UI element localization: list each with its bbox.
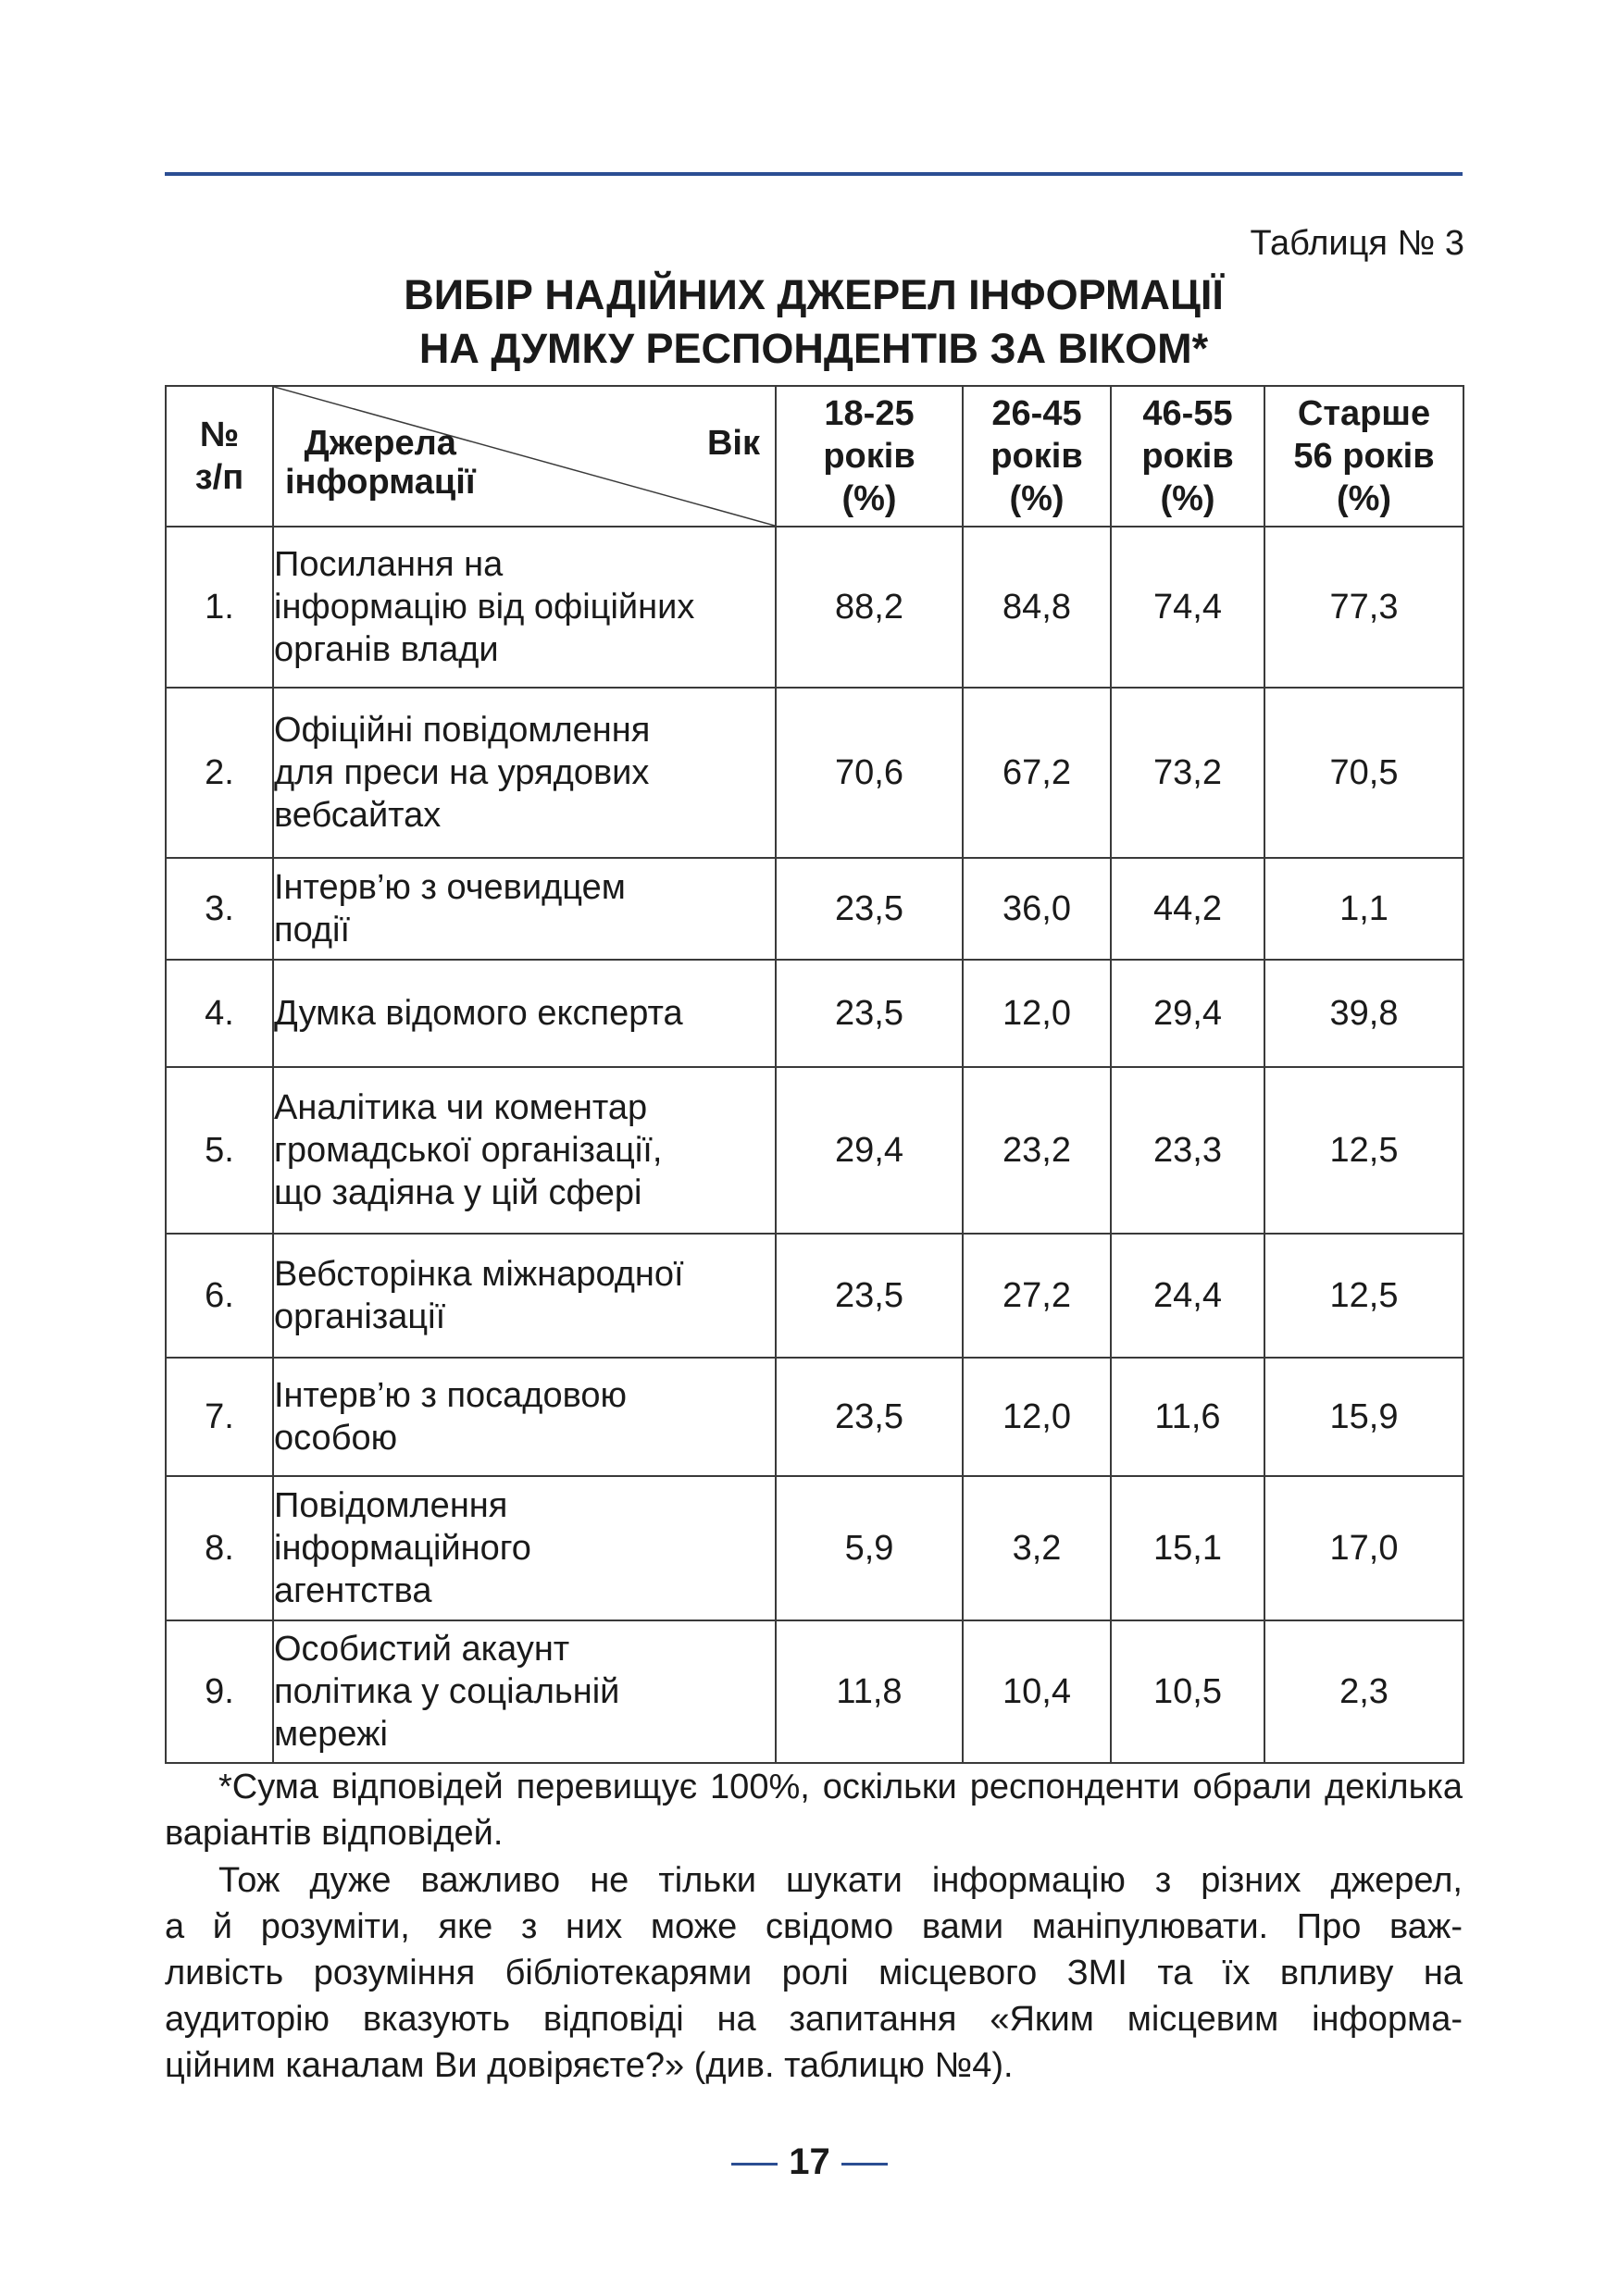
value-cell: 23,5	[776, 858, 963, 960]
table-row	[166, 960, 1463, 1067]
source-line: вебсайтах	[274, 796, 442, 835]
row-number: 4.	[166, 960, 273, 1067]
source-line: для преси на урядових	[274, 753, 650, 792]
source-cell	[273, 1358, 776, 1476]
value-cell: 36,0	[963, 858, 1111, 960]
value-cell: 88,2	[776, 527, 963, 688]
row-number: 6.	[166, 1234, 273, 1358]
header-rule	[165, 172, 1463, 176]
page-number-value: 17	[789, 2141, 830, 2182]
paragraph-line: Тож дуже важливо не тільки шукати інформацію з різних джерел,	[218, 1861, 1463, 1900]
table-row	[166, 527, 1463, 688]
source-line: Аналітика чи коментар	[274, 1088, 648, 1127]
source-line: що задіяна у цій сфері	[274, 1173, 642, 1212]
header-source-age	[273, 386, 776, 527]
title-line-1: ВИБІР НАДІЙНИХ ДЖЕРЕЛ ІНФОРМАЦІЇ	[404, 271, 1224, 318]
source-line: інформацію від офіційних	[274, 588, 695, 627]
row-number: 3.	[166, 858, 273, 960]
table-row	[166, 1067, 1463, 1234]
source-cell	[273, 688, 776, 858]
value-cell: 27,2	[963, 1234, 1111, 1358]
value-cell: 5,9	[776, 1476, 963, 1620]
source-line: Особистий акаунт	[274, 1630, 570, 1669]
paragraph-line: аудиторію вказують відповіді на запитання «Яким місцевим інформа-	[165, 2000, 1463, 2039]
value-cell: 29,4	[1111, 960, 1264, 1067]
value-cell: 11,6	[1111, 1358, 1264, 1476]
table-caption: Таблиця № 3	[1250, 224, 1464, 263]
header-number: № з/п	[166, 386, 273, 527]
source-line: агентства	[274, 1571, 432, 1610]
source-line: інформаційного	[274, 1529, 531, 1568]
header-age-26-45: 26-45 років (%)	[963, 386, 1111, 527]
source-line: Повідомлення	[274, 1486, 508, 1525]
row-number: 7.	[166, 1358, 273, 1476]
source-line: особою	[274, 1419, 398, 1458]
table-body	[166, 527, 1463, 1763]
value-cell: 3,2	[963, 1476, 1111, 1620]
table-row	[166, 1358, 1463, 1476]
table-row	[166, 1234, 1463, 1358]
value-cell: 12,0	[963, 1358, 1111, 1476]
source-line: політика у соціальній	[274, 1672, 620, 1711]
row-number: 5.	[166, 1067, 273, 1234]
value-cell: 70,5	[1264, 688, 1463, 858]
value-cell: 39,8	[1264, 960, 1463, 1067]
value-cell: 10,4	[963, 1620, 1111, 1763]
source-cell	[273, 1476, 776, 1620]
value-cell: 15,9	[1264, 1358, 1463, 1476]
source-line: Інтерв’ю з посадовою	[274, 1376, 628, 1415]
row-number: 2.	[166, 688, 273, 858]
source-line: Офіційні повідомлення	[274, 711, 651, 750]
source-line: громадської організації,	[274, 1131, 663, 1170]
source-line: Інтерв’ю з очевидцем	[274, 868, 626, 907]
paragraph-line: ливість розуміння бібліотекарями ролі місцевого ЗМІ та їх впливу на	[165, 1954, 1463, 1992]
source-cell	[273, 858, 776, 960]
source-cell	[273, 960, 776, 1067]
table-title	[165, 268, 1463, 376]
table-row	[166, 1620, 1463, 1763]
title-line-2: НА ДУМКУ РЕСПОНДЕНТІВ ЗА ВІКОМ*	[418, 325, 1209, 372]
table-row	[166, 858, 1463, 960]
value-cell: 23,2	[963, 1067, 1111, 1234]
table-row	[166, 1476, 1463, 1620]
header-row	[166, 386, 1463, 527]
footnote: *Сума відповідей перевищує 100%, оскільки респонденти обрали декілька варіантів відповідей.	[165, 1768, 1463, 1853]
row-number: 8.	[166, 1476, 273, 1620]
paragraph-line: ційним каналам Ви довіряєте?» (див. таблицю №4).	[165, 2046, 1014, 2085]
value-cell: 17,0	[1264, 1476, 1463, 1620]
value-cell: 12,0	[963, 960, 1111, 1067]
value-cell: 12,5	[1264, 1067, 1463, 1234]
header-source-label: Джерела інформації	[285, 424, 476, 502]
source-cell	[273, 1620, 776, 1763]
source-line: мережі	[274, 1715, 388, 1754]
header-age-56-plus: Старше 56 років (%)	[1264, 386, 1463, 527]
table-row	[166, 688, 1463, 858]
value-cell: 23,5	[776, 1358, 963, 1476]
body-paragraph	[165, 1857, 1463, 2089]
value-cell: 2,3	[1264, 1620, 1463, 1763]
header-age-18-25: 18-25 років (%)	[776, 386, 963, 527]
value-cell: 23,5	[776, 1234, 963, 1358]
value-cell: 77,3	[1264, 527, 1463, 688]
source-line: органів влади	[274, 630, 499, 669]
value-cell: 11,8	[776, 1620, 963, 1763]
row-number: 9.	[166, 1620, 273, 1763]
value-cell: 84,8	[963, 527, 1111, 688]
source-cell	[273, 1067, 776, 1234]
value-cell: 1,1	[1264, 858, 1463, 960]
value-cell: 70,6	[776, 688, 963, 858]
value-cell: 23,5	[776, 960, 963, 1067]
value-cell: 10,5	[1111, 1620, 1264, 1763]
page-number	[0, 2138, 1619, 2186]
paragraph-line: а й розуміти, яке з них може свідомо вами маніпулювати. Про важ-	[165, 1907, 1463, 1946]
value-cell: 73,2	[1111, 688, 1264, 858]
value-cell: 15,1	[1111, 1476, 1264, 1620]
survey-table	[165, 385, 1464, 1764]
value-cell: 44,2	[1111, 858, 1264, 960]
value-cell: 23,3	[1111, 1067, 1264, 1234]
header-age-46-55: 46-55 років (%)	[1111, 386, 1264, 527]
value-cell: 24,4	[1111, 1234, 1264, 1358]
row-number: 1.	[166, 527, 273, 688]
page-number-dash-left	[731, 2163, 778, 2166]
value-cell: 12,5	[1264, 1234, 1463, 1358]
source-cell	[273, 527, 776, 688]
source-line: Вебсторінка міжнародної	[274, 1255, 684, 1294]
header-age-label: Вік	[706, 424, 760, 463]
source-line: Посилання на	[274, 545, 504, 584]
value-cell: 67,2	[963, 688, 1111, 858]
value-cell: 74,4	[1111, 527, 1264, 688]
source-cell	[273, 1234, 776, 1358]
source-line: організації	[274, 1297, 446, 1336]
page-number-dash-right	[841, 2163, 888, 2166]
source-line: події	[274, 911, 351, 949]
source-line: Думка відомого експерта	[274, 994, 683, 1033]
value-cell: 29,4	[776, 1067, 963, 1234]
